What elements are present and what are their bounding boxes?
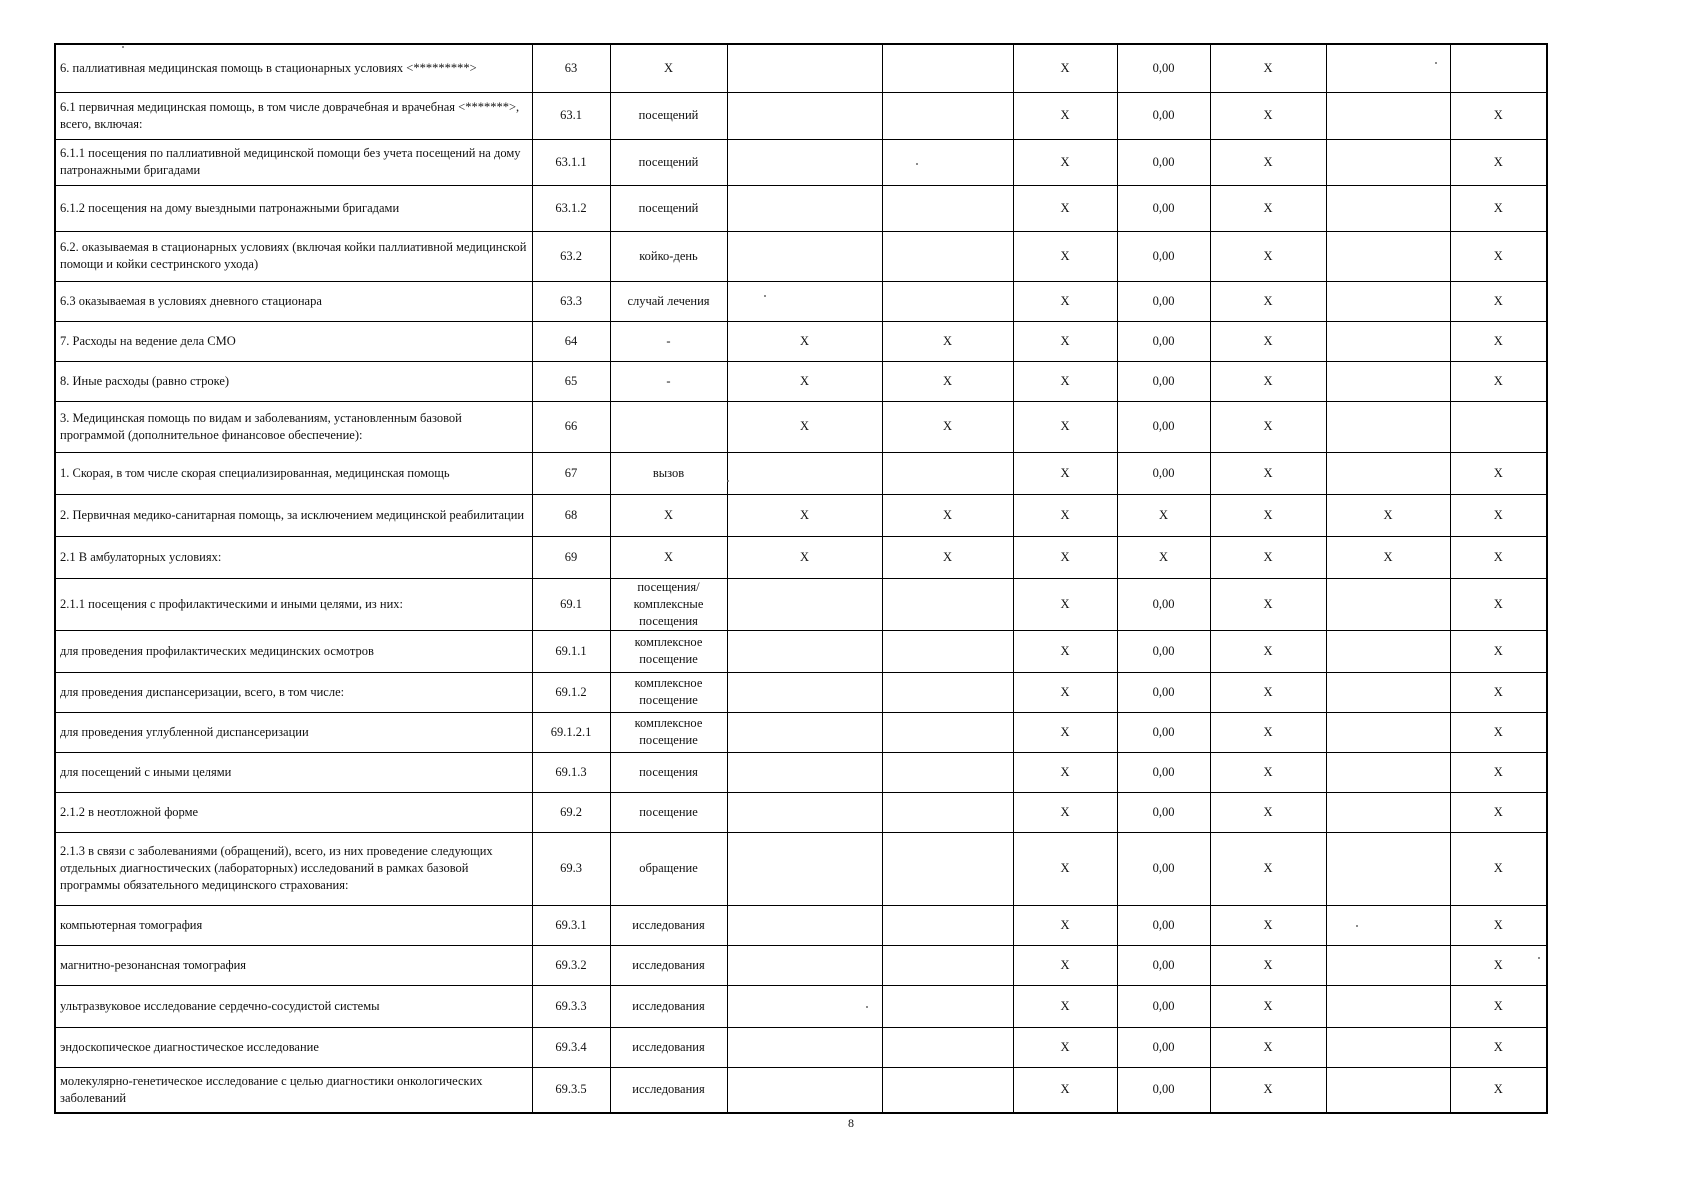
table-row bbox=[55, 281, 1547, 321]
amount-cell: 0,00 bbox=[1117, 139, 1210, 185]
amount-cell: 0,00 bbox=[1117, 792, 1210, 832]
row-name-cell: 2.1.2 в неотложной форме bbox=[55, 792, 532, 832]
row-unit-cell: посещений bbox=[610, 185, 727, 231]
value-cell-col6 bbox=[1326, 185, 1450, 231]
value-cell-col2 bbox=[882, 578, 1013, 630]
row-unit-cell: посещения bbox=[610, 752, 727, 792]
value-cell-col2: X bbox=[882, 361, 1013, 401]
row-unit-cell: посещения/ комплексные посещения bbox=[610, 578, 727, 630]
value-cell-col5: X bbox=[1210, 536, 1326, 578]
row-name-cell: магнитно-резонансная томография bbox=[55, 945, 532, 985]
value-cell-col1 bbox=[727, 139, 882, 185]
row-unit-cell: койко-день bbox=[610, 231, 727, 281]
amount-cell: 0,00 bbox=[1117, 752, 1210, 792]
row-code-cell: 69 bbox=[532, 536, 610, 578]
value-cell-col2 bbox=[882, 139, 1013, 185]
value-cell-col5: X bbox=[1210, 945, 1326, 985]
row-name-cell: для проведения углубленной диспансеризации bbox=[55, 712, 532, 752]
row-name-cell: 8. Иные расходы (равно строке) bbox=[55, 361, 532, 401]
value-cell-col5: X bbox=[1210, 672, 1326, 712]
value-cell-col7: X bbox=[1450, 92, 1547, 139]
row-unit-cell: комплексное посещение bbox=[610, 712, 727, 752]
value-cell-col1 bbox=[727, 185, 882, 231]
amount-cell: 0,00 bbox=[1117, 92, 1210, 139]
row-code-cell: 68 bbox=[532, 494, 610, 536]
value-cell-col5: X bbox=[1210, 361, 1326, 401]
value-cell-col6 bbox=[1326, 578, 1450, 630]
value-cell-col6 bbox=[1326, 832, 1450, 905]
row-code-cell: 65 bbox=[532, 361, 610, 401]
value-cell-col6 bbox=[1326, 752, 1450, 792]
value-cell-col3: X bbox=[1013, 712, 1117, 752]
value-cell-col3: X bbox=[1013, 672, 1117, 712]
table-row bbox=[55, 401, 1547, 452]
table-row bbox=[55, 712, 1547, 752]
value-cell-col2 bbox=[882, 44, 1013, 92]
scan-speck bbox=[122, 46, 124, 48]
value-cell-col5: X bbox=[1210, 630, 1326, 672]
value-cell-col3: X bbox=[1013, 281, 1117, 321]
value-cell-col7: X bbox=[1450, 281, 1547, 321]
value-cell-col7: X bbox=[1450, 536, 1547, 578]
row-unit-cell: X bbox=[610, 494, 727, 536]
row-name-cell: 6.2. оказываемая в стационарных условиях (включая койки паллиативной медицинской помощи и койки сестринского ухода) bbox=[55, 231, 532, 281]
scan-speck bbox=[764, 295, 766, 297]
value-cell-col7: X bbox=[1450, 945, 1547, 985]
document-sheet bbox=[54, 43, 1548, 1114]
value-cell-col3: X bbox=[1013, 1027, 1117, 1067]
value-cell-col3: X bbox=[1013, 945, 1117, 985]
scan-speck bbox=[1356, 925, 1358, 927]
row-code-cell: 63.2 bbox=[532, 231, 610, 281]
value-cell-col2 bbox=[882, 712, 1013, 752]
value-cell-col7: X bbox=[1450, 792, 1547, 832]
row-unit-cell: посещений bbox=[610, 139, 727, 185]
value-cell-col2 bbox=[882, 832, 1013, 905]
value-cell-col7: X bbox=[1450, 630, 1547, 672]
value-cell-col2: X bbox=[882, 536, 1013, 578]
row-code-cell: 63 bbox=[532, 44, 610, 92]
row-name-cell: ультразвуковое исследование сердечно-сосудистой системы bbox=[55, 985, 532, 1027]
row-unit-cell: исследования bbox=[610, 1027, 727, 1067]
row-code-cell: 69.3.3 bbox=[532, 985, 610, 1027]
value-cell-col7 bbox=[1450, 401, 1547, 452]
row-unit-cell: X bbox=[610, 536, 727, 578]
value-cell-col1: X bbox=[727, 401, 882, 452]
amount-cell: 0,00 bbox=[1117, 945, 1210, 985]
amount-cell: X bbox=[1117, 494, 1210, 536]
value-cell-col1: X bbox=[727, 536, 882, 578]
table-row bbox=[55, 578, 1547, 630]
value-cell-col5: X bbox=[1210, 231, 1326, 281]
value-cell-col2 bbox=[882, 905, 1013, 945]
value-cell-col5: X bbox=[1210, 281, 1326, 321]
table-row bbox=[55, 361, 1547, 401]
amount-cell: 0,00 bbox=[1117, 832, 1210, 905]
value-cell-col1 bbox=[727, 92, 882, 139]
table-row bbox=[55, 321, 1547, 361]
row-code-cell: 69.1.1 bbox=[532, 630, 610, 672]
row-name-cell: 1. Скорая, в том числе скорая специализированная, медицинская помощь bbox=[55, 452, 532, 494]
table-row bbox=[55, 536, 1547, 578]
table-row bbox=[55, 494, 1547, 536]
value-cell-col1: X bbox=[727, 361, 882, 401]
value-cell-col5: X bbox=[1210, 1027, 1326, 1067]
row-code-cell: 69.1.2 bbox=[532, 672, 610, 712]
value-cell-col7: X bbox=[1450, 832, 1547, 905]
value-cell-col1 bbox=[727, 1027, 882, 1067]
row-name-cell: для проведения диспансеризации, всего, в том числе: bbox=[55, 672, 532, 712]
row-code-cell: 63.1 bbox=[532, 92, 610, 139]
row-unit-cell: случай лечения bbox=[610, 281, 727, 321]
row-unit-cell: посещений bbox=[610, 92, 727, 139]
value-cell-col3: X bbox=[1013, 832, 1117, 905]
row-unit-cell: X bbox=[610, 44, 727, 92]
row-unit-cell: исследования bbox=[610, 945, 727, 985]
table-row bbox=[55, 44, 1547, 92]
value-cell-col6: X bbox=[1326, 494, 1450, 536]
value-cell-col2 bbox=[882, 1027, 1013, 1067]
value-cell-col3: X bbox=[1013, 44, 1117, 92]
amount-cell: 0,00 bbox=[1117, 1027, 1210, 1067]
value-cell-col7: X bbox=[1450, 985, 1547, 1027]
row-name-cell: 7. Расходы на ведение дела СМО bbox=[55, 321, 532, 361]
scan-speck bbox=[1538, 957, 1540, 959]
row-code-cell: 66 bbox=[532, 401, 610, 452]
value-cell-col3: X bbox=[1013, 185, 1117, 231]
value-cell-col7: X bbox=[1450, 712, 1547, 752]
value-cell-col1 bbox=[727, 452, 882, 494]
value-cell-col6 bbox=[1326, 712, 1450, 752]
row-code-cell: 64 bbox=[532, 321, 610, 361]
value-cell-col5: X bbox=[1210, 494, 1326, 536]
row-code-cell: 69.3.5 bbox=[532, 1067, 610, 1113]
value-cell-col2 bbox=[882, 792, 1013, 832]
amount-cell: 0,00 bbox=[1117, 578, 1210, 630]
value-cell-col1 bbox=[727, 945, 882, 985]
value-cell-col2 bbox=[882, 92, 1013, 139]
value-cell-col6 bbox=[1326, 231, 1450, 281]
value-cell-col3: X bbox=[1013, 92, 1117, 139]
amount-cell: 0,00 bbox=[1117, 712, 1210, 752]
amount-cell: 0,00 bbox=[1117, 985, 1210, 1027]
row-unit-cell: - bbox=[610, 361, 727, 401]
table-body bbox=[55, 44, 1547, 1113]
value-cell-col6 bbox=[1326, 672, 1450, 712]
value-cell-col2 bbox=[882, 752, 1013, 792]
value-cell-col5: X bbox=[1210, 452, 1326, 494]
table-row bbox=[55, 792, 1547, 832]
value-cell-col2 bbox=[882, 185, 1013, 231]
value-cell-col6 bbox=[1326, 1027, 1450, 1067]
value-cell-col3: X bbox=[1013, 752, 1117, 792]
row-unit-cell: исследования bbox=[610, 905, 727, 945]
amount-cell: 0,00 bbox=[1117, 401, 1210, 452]
table-row bbox=[55, 92, 1547, 139]
value-cell-col1 bbox=[727, 985, 882, 1027]
value-cell-col7: X bbox=[1450, 321, 1547, 361]
row-code-cell: 69.3 bbox=[532, 832, 610, 905]
row-name-cell: 2. Первичная медико-санитарная помощь, за исключением медицинской реабилитации bbox=[55, 494, 532, 536]
row-name-cell: 6.1.1 посещения по паллиативной медицинской помощи без учета посещений на дому патронажными бригадами bbox=[55, 139, 532, 185]
value-cell-col5: X bbox=[1210, 44, 1326, 92]
value-cell-col6 bbox=[1326, 452, 1450, 494]
table-row bbox=[55, 452, 1547, 494]
row-code-cell: 63.1.2 bbox=[532, 185, 610, 231]
row-unit-cell: комплексное посещение bbox=[610, 630, 727, 672]
value-cell-col3: X bbox=[1013, 321, 1117, 361]
value-cell-col5: X bbox=[1210, 139, 1326, 185]
value-cell-col1 bbox=[727, 578, 882, 630]
row-name-cell: молекулярно-генетическое исследование с целью диагностики онкологических заболеваний bbox=[55, 1067, 532, 1113]
row-code-cell: 69.2 bbox=[532, 792, 610, 832]
value-cell-col1 bbox=[727, 905, 882, 945]
value-cell-col3: X bbox=[1013, 452, 1117, 494]
value-cell-col3: X bbox=[1013, 494, 1117, 536]
row-name-cell: компьютерная томография bbox=[55, 905, 532, 945]
value-cell-col6 bbox=[1326, 630, 1450, 672]
value-cell-col3: X bbox=[1013, 630, 1117, 672]
value-cell-col3: X bbox=[1013, 361, 1117, 401]
amount-cell: 0,00 bbox=[1117, 231, 1210, 281]
amount-cell: 0,00 bbox=[1117, 905, 1210, 945]
row-code-cell: 67 bbox=[532, 452, 610, 494]
row-unit-cell: исследования bbox=[610, 985, 727, 1027]
row-unit-cell bbox=[610, 401, 727, 452]
row-unit-cell: исследования bbox=[610, 1067, 727, 1113]
value-cell-col7 bbox=[1450, 44, 1547, 92]
value-cell-col2 bbox=[882, 231, 1013, 281]
row-unit-cell: - bbox=[610, 321, 727, 361]
amount-cell: 0,00 bbox=[1117, 281, 1210, 321]
row-name-cell: 2.1.1 посещения с профилактическими и иными целями, из них: bbox=[55, 578, 532, 630]
value-cell-col6 bbox=[1326, 1067, 1450, 1113]
value-cell-col1: X bbox=[727, 494, 882, 536]
value-cell-col2: X bbox=[882, 494, 1013, 536]
row-name-cell: 6.1.2 посещения на дому выездными патронажными бригадами bbox=[55, 185, 532, 231]
value-cell-col1: X bbox=[727, 321, 882, 361]
value-cell-col1 bbox=[727, 712, 882, 752]
row-code-cell: 63.1.1 bbox=[532, 139, 610, 185]
value-cell-col6 bbox=[1326, 792, 1450, 832]
table-row bbox=[55, 630, 1547, 672]
value-cell-col5: X bbox=[1210, 185, 1326, 231]
value-cell-col7: X bbox=[1450, 905, 1547, 945]
value-cell-col6 bbox=[1326, 321, 1450, 361]
value-cell-col2 bbox=[882, 1067, 1013, 1113]
amount-cell: 0,00 bbox=[1117, 1067, 1210, 1113]
table-row bbox=[55, 231, 1547, 281]
row-name-cell: 6.1 первичная медицинская помощь, в том числе доврачебная и врачебная <*******>, всего, включая: bbox=[55, 92, 532, 139]
value-cell-col3: X bbox=[1013, 578, 1117, 630]
value-cell-col2 bbox=[882, 945, 1013, 985]
value-cell-col5: X bbox=[1210, 578, 1326, 630]
page-number: 8 bbox=[848, 1116, 854, 1130]
value-cell-col1 bbox=[727, 752, 882, 792]
value-cell-col3: X bbox=[1013, 231, 1117, 281]
table-row bbox=[55, 832, 1547, 905]
amount-cell: 0,00 bbox=[1117, 630, 1210, 672]
value-cell-col5: X bbox=[1210, 752, 1326, 792]
value-cell-col5: X bbox=[1210, 832, 1326, 905]
value-cell-col7: X bbox=[1450, 139, 1547, 185]
row-name-cell: 6.3 оказываемая в условиях дневного стационара bbox=[55, 281, 532, 321]
row-name-cell: 2.1.3 в связи с заболеваниями (обращений), всего, из них проведение следующих отдельных диагностических (лабораторных) исследований в рамках базовой программы обязательного медицинского страхования: bbox=[55, 832, 532, 905]
value-cell-col3: X bbox=[1013, 401, 1117, 452]
value-cell-col2 bbox=[882, 672, 1013, 712]
table-row bbox=[55, 1067, 1547, 1113]
value-cell-col5: X bbox=[1210, 905, 1326, 945]
row-code-cell: 69.3.4 bbox=[532, 1027, 610, 1067]
row-name-cell: эндоскопическое диагностическое исследование bbox=[55, 1027, 532, 1067]
value-cell-col6 bbox=[1326, 945, 1450, 985]
scan-speck bbox=[866, 1006, 868, 1008]
table-row bbox=[55, 945, 1547, 985]
value-cell-col1 bbox=[727, 630, 882, 672]
value-cell-col3: X bbox=[1013, 139, 1117, 185]
value-cell-col3: X bbox=[1013, 792, 1117, 832]
table-row bbox=[55, 905, 1547, 945]
row-code-cell: 63.3 bbox=[532, 281, 610, 321]
scan-speck bbox=[916, 163, 918, 165]
value-cell-col1 bbox=[727, 1067, 882, 1113]
value-cell-col1 bbox=[727, 672, 882, 712]
value-cell-col3: X bbox=[1013, 985, 1117, 1027]
value-cell-col6 bbox=[1326, 905, 1450, 945]
row-code-cell: 69.3.2 bbox=[532, 945, 610, 985]
value-cell-col6 bbox=[1326, 281, 1450, 321]
amount-cell: 0,00 bbox=[1117, 672, 1210, 712]
value-cell-col1 bbox=[727, 231, 882, 281]
table-row bbox=[55, 752, 1547, 792]
row-unit-cell: комплексное посещение bbox=[610, 672, 727, 712]
value-cell-col1 bbox=[727, 792, 882, 832]
value-cell-col6 bbox=[1326, 361, 1450, 401]
row-code-cell: 69.3.1 bbox=[532, 905, 610, 945]
value-cell-col2 bbox=[882, 985, 1013, 1027]
row-unit-cell: вызов bbox=[610, 452, 727, 494]
value-cell-col7: X bbox=[1450, 752, 1547, 792]
row-code-cell: 69.1.3 bbox=[532, 752, 610, 792]
value-cell-col7: X bbox=[1450, 494, 1547, 536]
financing-table bbox=[54, 43, 1548, 1114]
row-unit-cell: посещение bbox=[610, 792, 727, 832]
value-cell-col5: X bbox=[1210, 792, 1326, 832]
value-cell-col5: X bbox=[1210, 321, 1326, 361]
value-cell-col2 bbox=[882, 281, 1013, 321]
value-cell-col6 bbox=[1326, 139, 1450, 185]
value-cell-col1 bbox=[727, 44, 882, 92]
amount-cell: 0,00 bbox=[1117, 44, 1210, 92]
value-cell-col5: X bbox=[1210, 92, 1326, 139]
value-cell-col2 bbox=[882, 630, 1013, 672]
value-cell-col5: X bbox=[1210, 1067, 1326, 1113]
value-cell-col3: X bbox=[1013, 1067, 1117, 1113]
table-row bbox=[55, 1027, 1547, 1067]
row-name-cell: 3. Медицинская помощь по видам и заболеваниям, установленным базовой программой (дополнительное финансовое обеспечение): bbox=[55, 401, 532, 452]
amount-cell: 0,00 bbox=[1117, 452, 1210, 494]
value-cell-col7: X bbox=[1450, 1067, 1547, 1113]
scan-speck bbox=[1435, 62, 1437, 64]
row-name-cell: для посещений с иными целями bbox=[55, 752, 532, 792]
table-row bbox=[55, 185, 1547, 231]
value-cell-col2: X bbox=[882, 401, 1013, 452]
value-cell-col7: X bbox=[1450, 452, 1547, 494]
scan-speck bbox=[727, 480, 729, 482]
value-cell-col7: X bbox=[1450, 578, 1547, 630]
value-cell-col1 bbox=[727, 281, 882, 321]
row-code-cell: 69.1.2.1 bbox=[532, 712, 610, 752]
row-unit-cell: обращение bbox=[610, 832, 727, 905]
value-cell-col5: X bbox=[1210, 401, 1326, 452]
value-cell-col3: X bbox=[1013, 905, 1117, 945]
table-row bbox=[55, 672, 1547, 712]
table-row bbox=[55, 139, 1547, 185]
value-cell-col7: X bbox=[1450, 361, 1547, 401]
value-cell-col7: X bbox=[1450, 185, 1547, 231]
value-cell-col5: X bbox=[1210, 712, 1326, 752]
value-cell-col7: X bbox=[1450, 672, 1547, 712]
value-cell-col6 bbox=[1326, 44, 1450, 92]
row-name-cell: 6. паллиативная медицинская помощь в стационарных условиях <*********> bbox=[55, 44, 532, 92]
amount-cell: X bbox=[1117, 536, 1210, 578]
amount-cell: 0,00 bbox=[1117, 185, 1210, 231]
value-cell-col7: X bbox=[1450, 1027, 1547, 1067]
row-code-cell: 69.1 bbox=[532, 578, 610, 630]
value-cell-col3: X bbox=[1013, 536, 1117, 578]
value-cell-col5: X bbox=[1210, 985, 1326, 1027]
row-name-cell: 2.1 В амбулаторных условиях: bbox=[55, 536, 532, 578]
amount-cell: 0,00 bbox=[1117, 361, 1210, 401]
amount-cell: 0,00 bbox=[1117, 321, 1210, 361]
value-cell-col2: X bbox=[882, 321, 1013, 361]
table-row bbox=[55, 985, 1547, 1027]
value-cell-col2 bbox=[882, 452, 1013, 494]
value-cell-col6 bbox=[1326, 985, 1450, 1027]
value-cell-col7: X bbox=[1450, 231, 1547, 281]
value-cell-col6 bbox=[1326, 401, 1450, 452]
value-cell-col6: X bbox=[1326, 536, 1450, 578]
value-cell-col1 bbox=[727, 832, 882, 905]
value-cell-col6 bbox=[1326, 92, 1450, 139]
row-name-cell: для проведения профилактических медицинских осмотров bbox=[55, 630, 532, 672]
